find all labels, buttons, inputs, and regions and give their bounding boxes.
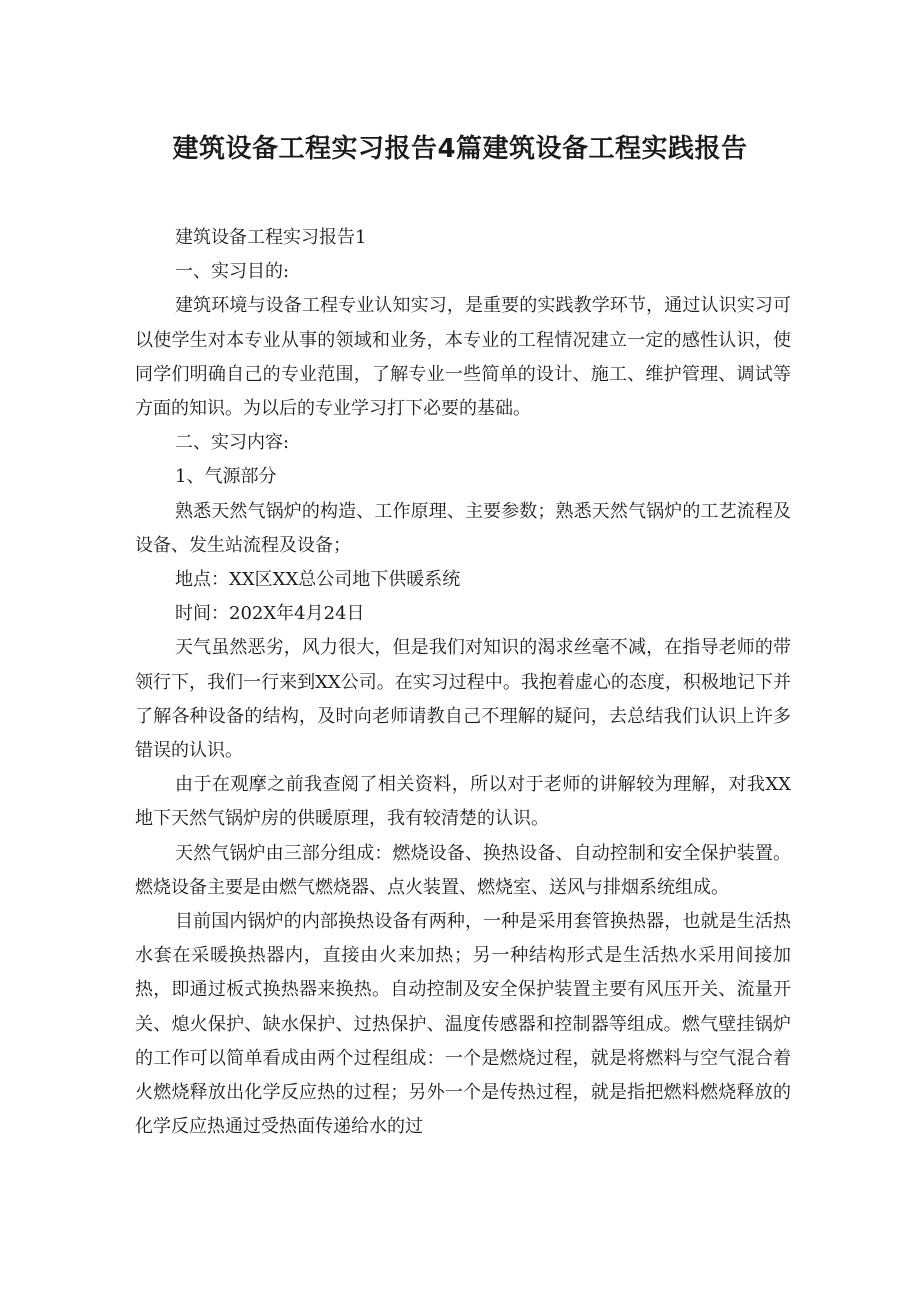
- date-line: 时间：202X年4月24日: [175, 603, 365, 625]
- paragraph-heat-exchange: 目前国内锅炉的内部换热设备有两种，一种是采用套管换热器，也就是生活热水套在采暖换热器内，直接由火来加热；另一种结构形式是生活热水采用间接加热，即通过板式换热器来换热。自动控制及安全保护装置主要有风压开关、流量开关、熄火保护、缺水保护、过热保护、温度传感器和控制器等组成。燃气壁挂锅炉的工作可以简单看成由两个过程组成：一个是燃烧过程，就是将燃料与空气混合着火燃烧释放出化学反应热的过程；另外一个是传热过程，就是指把燃料燃烧释放的化学反应热通过受热面传递给水的过: [135, 911, 791, 1138]
- paragraph-purpose: 建筑环境与设备工程专业认知实习，是重要的实践教学环节，通过认识实习可以使学生对本专业从事的领域和业务，本专业的工程情况建立一定的感性认识，使同学们明确自己的专业范围，了解专业一些简单的设计、施工、维护管理、调试等方面的知识。为以后的专业学习打下必要的基础。: [135, 295, 791, 420]
- paragraph-preparation: 由于在观摩之前我查阅了相关资料，所以对于老师的讲解较为理解，对我XX地下天然气锅炉房的供暖原理，我有较清楚的认识。: [135, 774, 791, 830]
- document-title: 建筑设备工程实习报告4篇建筑设备工程实践报告: [172, 134, 748, 165]
- report-heading: 建筑设备工程实习报告1: [175, 227, 367, 248]
- section-heading-purpose: 一、实习目的:: [175, 261, 290, 283]
- section-heading-content: 二、实习内容:: [175, 432, 290, 454]
- paragraph-familiarize: 熟悉天然气锅炉的构造、工作原理、主要参数；熟悉天然气锅炉的工艺流程及设备、发生站流程及设备；: [135, 500, 791, 556]
- paragraph-weather: 天气虽然恶劣，风力很大，但是我们对知识的渴求丝毫不减，在指导老师的带领行下，我们一行来到XX公司。在实习过程中。我抱着虚心的态度，积极地记下并了解各种设备的结构，及时向老师请教自己不理解的疑问，去总结我们认识上许多错误的认识。: [135, 637, 791, 762]
- subsection-heading-gas-source: 1、气源部分: [175, 466, 277, 488]
- paragraph-boiler-components: 天然气锅炉由三部分组成：燃烧设备、换热设备、自动控制和安全保护装置。燃烧设备主要是由燃气燃烧器、点火装置、燃烧室、送风与排烟系统组成。: [135, 842, 791, 898]
- document-body: [135, 221, 791, 1144]
- location-line: 地点：XX区XX总公司地下供暖系统: [175, 569, 461, 591]
